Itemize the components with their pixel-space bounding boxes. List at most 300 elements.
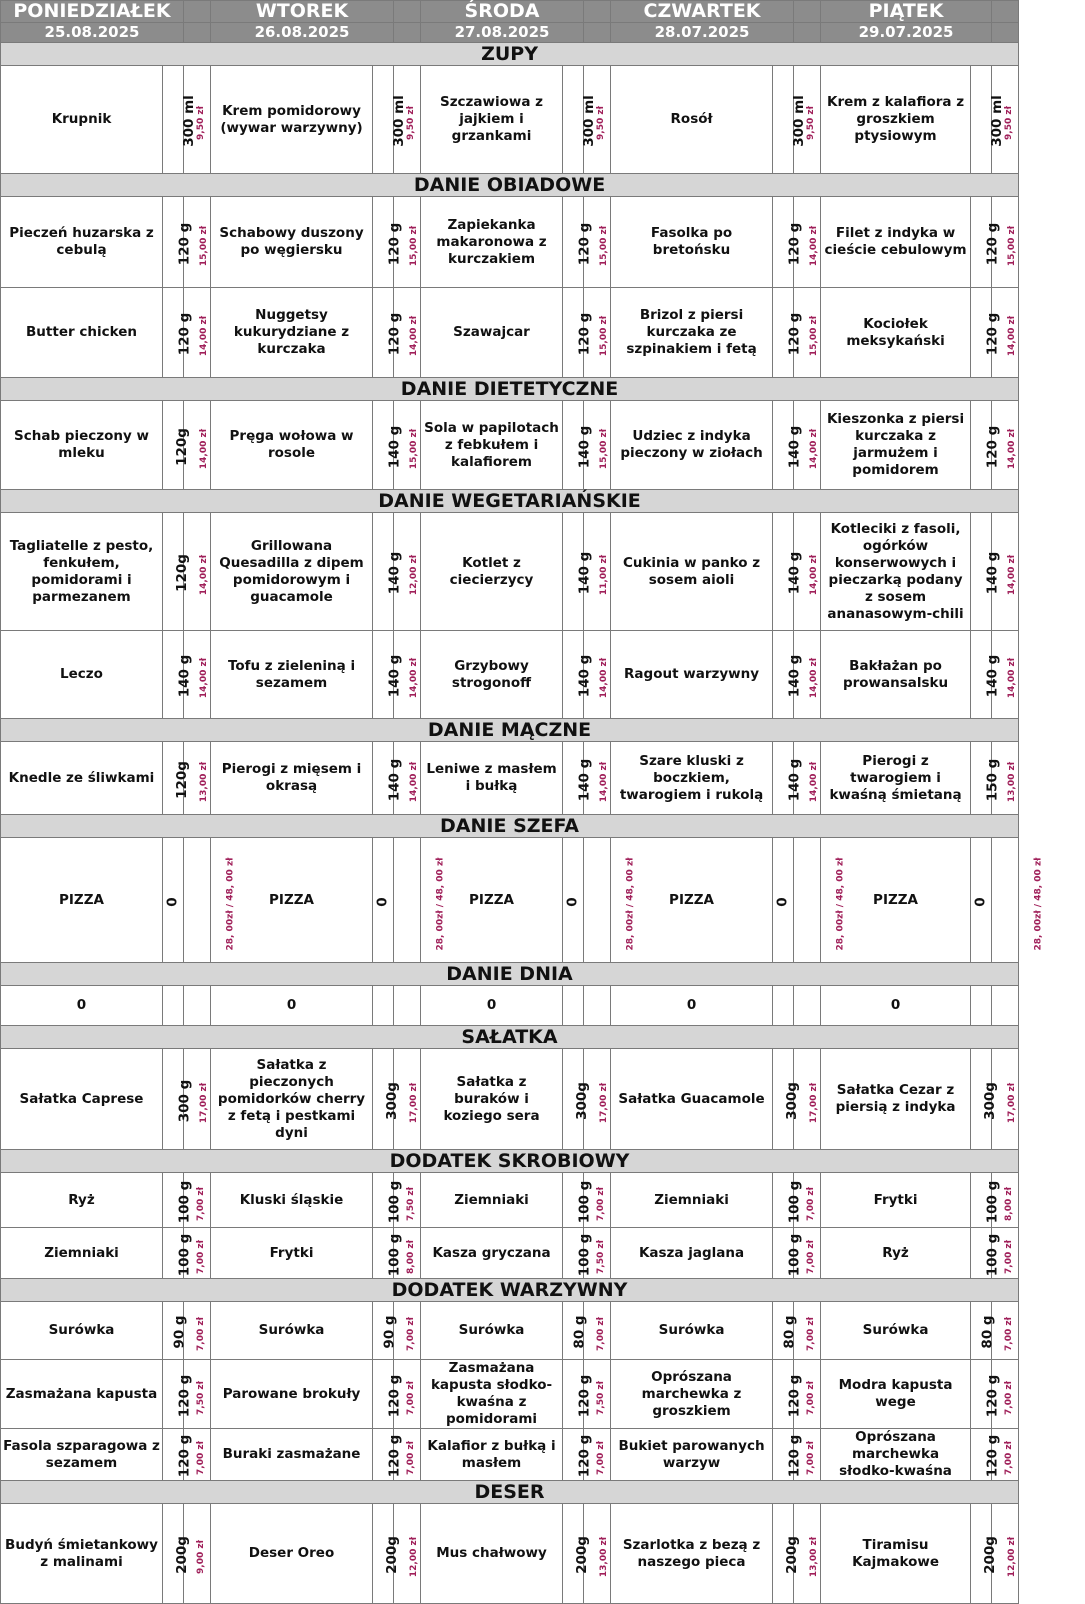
dish-name: Kieszonka z piersi kurczaka z jarmużem i pomidorem	[821, 401, 971, 490]
day-date-4: 29.07.2025	[821, 23, 992, 43]
header-spacer	[584, 23, 611, 43]
portion-size-cell	[563, 1228, 593, 1279]
menu-row	[1, 986, 1019, 1026]
dish-name: 0	[611, 986, 773, 1026]
portion-size-cell	[373, 401, 403, 490]
price: 7,00 zł	[195, 1239, 206, 1274]
portion-size-cell	[163, 986, 184, 1026]
portion-size-cell	[773, 1173, 803, 1228]
menu-row	[1, 288, 1019, 378]
portion-size: 0	[973, 896, 990, 907]
portion-size-cell	[563, 1302, 588, 1360]
portion-size-cell	[971, 66, 1005, 174]
portion-size: 100 g	[786, 1233, 803, 1276]
menu-row	[1, 1173, 1019, 1228]
portion-size: 0	[165, 896, 181, 907]
price-cell	[992, 838, 1044, 963]
portion-size: 120 g	[786, 1434, 803, 1478]
portion-size-cell	[163, 197, 193, 288]
portion-size: 140 g	[576, 758, 593, 801]
header-spacer	[992, 1, 1019, 23]
price-cell	[794, 1302, 821, 1360]
portion-size: 150 g	[984, 758, 1001, 801]
price: 28, 00zł / 48, 00 zł	[1033, 856, 1044, 951]
portion-size: 140 g	[386, 758, 403, 801]
dish-name: Surówka	[821, 1302, 971, 1360]
dish-name: Frytki	[211, 1228, 373, 1279]
price: 14,00 zł	[809, 428, 820, 469]
portion-size: 300g	[383, 1081, 400, 1120]
portion-size: 90 g	[171, 1315, 188, 1349]
dish-name: Leczo	[1, 631, 163, 719]
price-cell	[584, 986, 611, 1026]
portion-size: 80 g	[781, 1315, 798, 1349]
portion-size-cell	[163, 1228, 193, 1279]
portion-size: 100 g	[176, 1180, 193, 1223]
menu-row	[1, 1228, 1019, 1279]
portion-size: 0	[375, 896, 392, 907]
dish-name: PIZZA	[611, 838, 773, 963]
portion-size: 140 g	[984, 551, 1001, 595]
portion-size: 140 g	[786, 758, 803, 801]
price: 9,50 zł	[195, 106, 206, 140]
portion-size-cell	[773, 838, 794, 963]
portion-size-cell	[163, 1173, 193, 1228]
portion-size: 300 g	[176, 1079, 193, 1122]
portion-size-cell	[373, 1504, 400, 1604]
dish-name: Zasmażana kapusta słodko-kwaśna z pomidorami	[421, 1360, 563, 1429]
price: 9,50 zł	[595, 106, 606, 140]
portion-size: 120 g	[576, 222, 593, 265]
portion-size-cell	[971, 1228, 1001, 1279]
price: 7,50 zł	[195, 1380, 206, 1415]
dish-name: Mus chałwowy	[421, 1504, 563, 1604]
portion-size-cell	[773, 288, 803, 378]
section-header-row	[1, 378, 1019, 401]
portion-size-cell	[773, 513, 803, 631]
section-title: DANIE DIETETYCZNE	[1, 378, 1019, 401]
portion-size: 300 ml	[988, 95, 1005, 147]
portion-size-cell	[563, 401, 593, 490]
price: 28, 00zł / 48, 00 zł	[225, 856, 236, 951]
price: 13,00 zł	[809, 1536, 820, 1578]
day-name-1: WTOREK	[211, 1, 394, 23]
price-cell	[394, 838, 446, 963]
section-header-row	[1, 43, 1019, 66]
dish-name: Kotleciki z fasoli, ogórków konserwowych i pieczarką podany z sosem ananasowym-chili	[821, 513, 971, 631]
portion-size: 120g	[173, 427, 190, 466]
price: 7,00 zł	[595, 1317, 606, 1351]
portion-size-cell	[971, 631, 1001, 719]
price: 7,50 zł	[405, 1186, 416, 1221]
menu-row	[1, 631, 1019, 719]
portion-size: 120 g	[786, 1374, 803, 1417]
price: 12,00 zł	[409, 554, 420, 596]
dish-name: Filet z indyka w cieście cebulowym	[821, 197, 971, 288]
portion-size-cell	[563, 1173, 593, 1228]
price: 12,00 zł	[409, 1536, 420, 1578]
dish-name: PIZZA	[1, 838, 163, 963]
price: 9,00 zł	[195, 1540, 206, 1574]
dish-name: Pierogi z mięsem i okrasą	[211, 742, 373, 815]
portion-size-cell	[563, 986, 584, 1026]
portion-size-cell	[971, 1173, 1001, 1228]
dish-name: Ziemniaki	[421, 1173, 563, 1228]
dish-name: Pręga wołowa w rosole	[211, 401, 373, 490]
dish-name: Schab pieczony w mleku	[1, 401, 163, 490]
portion-size-cell	[373, 513, 403, 631]
price: 7,00 zł	[1004, 1380, 1015, 1415]
dish-name: Sałatka Caprese	[1, 1049, 163, 1150]
header-spacer	[394, 1, 421, 23]
section-header-row	[1, 1279, 1019, 1302]
price: 7,50 zł	[595, 1239, 606, 1274]
dish-name: Sałatka z pieczonych pomidorków cherry z fetą i pestkami dyni	[211, 1049, 373, 1150]
portion-size-cell	[373, 288, 403, 378]
header-spacer	[584, 1, 611, 23]
portion-size-cell	[373, 1173, 403, 1228]
dish-name: Cukinia w panko z sosem aioli	[611, 513, 773, 631]
portion-size-cell	[773, 986, 794, 1026]
price: 11,00 zł	[599, 554, 610, 596]
portion-size-cell	[971, 197, 1001, 288]
portion-size: 140 g	[576, 425, 593, 468]
dish-name: Grillowana Quesadilla z dipem pomidorowym i guacamole	[211, 513, 373, 631]
price: 13,00 zł	[199, 761, 210, 802]
portion-size-cell	[563, 513, 593, 631]
portion-size-cell	[373, 1228, 403, 1279]
dish-name: Szarlotka z bezą z naszego pieca	[611, 1504, 773, 1604]
price: 28, 00zł / 48, 00 zł	[435, 856, 446, 951]
portion-size: 0	[565, 896, 582, 907]
dish-name: Szare kluski z boczkiem, twarogiem i rukolą	[611, 742, 773, 815]
header-spacer	[184, 1, 211, 23]
portion-size-cell	[773, 1429, 803, 1481]
portion-size: 90 g	[381, 1315, 398, 1349]
portion-size-cell	[373, 631, 403, 719]
section-title: DODATEK SKROBIOWY	[1, 1150, 1019, 1173]
price: 14,00 zł	[599, 761, 610, 802]
price: 15,00 zł	[599, 428, 610, 469]
price: 14,00 zł	[809, 657, 820, 699]
section-title: DANIE OBIADOWE	[1, 174, 1019, 197]
price: 7,00 zł	[595, 1441, 606, 1475]
portion-size: 120 g	[176, 1434, 193, 1478]
dish-name: Krupnik	[1, 66, 163, 174]
portion-size: 120 g	[984, 312, 1001, 356]
price: 15,00 zł	[1007, 225, 1018, 266]
portion-size: 120 g	[176, 312, 193, 356]
price: 7,00 zł	[405, 1441, 416, 1475]
price-cell	[794, 838, 846, 963]
portion-size: 100 g	[386, 1180, 403, 1223]
portion-size-cell	[563, 288, 593, 378]
dish-name: Surówka	[421, 1302, 563, 1360]
dish-name: Surówka	[1, 1302, 163, 1360]
dish-name: Szawajcar	[421, 288, 563, 378]
dish-name: Ragout warzywny	[611, 631, 773, 719]
portion-size-cell	[373, 1429, 403, 1481]
price: 7,00 zł	[805, 1317, 816, 1351]
portion-size: 120 g	[984, 222, 1001, 265]
portion-size-cell	[373, 1302, 398, 1360]
price: 7,00 zł	[1004, 1239, 1015, 1274]
section-header-row	[1, 1026, 1019, 1049]
portion-size: 80 g	[979, 1315, 996, 1349]
portion-size-cell	[971, 742, 1001, 815]
price: 7,50 zł	[595, 1380, 606, 1415]
price: 7,00 zł	[805, 1380, 816, 1415]
portion-size-cell	[563, 631, 593, 719]
menu-row	[1, 66, 1019, 174]
day-name-4: PIĄTEK	[821, 1, 992, 23]
section-header-row	[1, 1150, 1019, 1173]
price: 14,00 zł	[199, 315, 210, 357]
price: 14,00 zł	[1007, 657, 1018, 699]
portion-size: 100 g	[984, 1180, 1001, 1223]
portion-size: 120 g	[386, 1374, 403, 1417]
header-spacer	[794, 1, 821, 23]
price: 7,00 zł	[195, 1186, 206, 1221]
portion-size: 120 g	[984, 1434, 1001, 1478]
portion-size: 140 g	[786, 425, 803, 468]
portion-size: 120 g	[386, 222, 403, 265]
portion-size-cell	[971, 288, 1001, 378]
day-date-2: 27.08.2025	[421, 23, 584, 43]
menu-row	[1, 1302, 1019, 1360]
dish-name: Kasza gryczana	[421, 1228, 563, 1279]
portion-size-cell	[563, 197, 593, 288]
price: 7,00 zł	[595, 1186, 606, 1221]
price: 28, 00zł / 48, 00 zł	[835, 856, 846, 951]
portion-size: 120 g	[386, 312, 403, 356]
dish-name: Kalafior z bułką i masłem	[421, 1429, 563, 1481]
section-title: ZUPY	[1, 43, 1019, 66]
portion-size-cell	[773, 1360, 803, 1429]
price: 17,00 zł	[599, 1082, 610, 1123]
portion-size: 300g	[573, 1081, 590, 1120]
dish-name: Sałatka Cezar z piersią z indyka	[821, 1049, 971, 1150]
portion-size: 140 g	[386, 425, 403, 468]
price: 15,00 zł	[409, 428, 420, 469]
dish-name: Brizol z piersi kurczaka ze szpinakiem i fetą	[611, 288, 773, 378]
dish-name: PIZZA	[421, 838, 563, 963]
portion-size-cell	[773, 1302, 798, 1360]
day-dates-row	[1, 23, 1019, 43]
portion-size-cell	[773, 742, 803, 815]
price: 7,00 zł	[805, 1239, 816, 1274]
portion-size-cell	[971, 513, 1001, 631]
dish-name: Schabowy duszony po węgiersku	[211, 197, 373, 288]
portion-size: 200g	[383, 1536, 400, 1574]
portion-size-cell	[563, 66, 597, 174]
portion-size: 140 g	[576, 551, 593, 595]
menu-row	[1, 513, 1019, 631]
price: 15,00 zł	[599, 225, 610, 266]
portion-size: 80 g	[571, 1315, 588, 1349]
dish-name: Tofu z zieleniną i sezamem	[211, 631, 373, 719]
portion-size: 120 g	[786, 222, 803, 265]
portion-size-cell	[971, 1049, 998, 1150]
price: 15,00 zł	[599, 315, 610, 357]
dish-name: Fasola szparagowa z sezamem	[1, 1429, 163, 1481]
portion-size: 300 ml	[580, 95, 597, 147]
price: 8,00 zł	[1004, 1186, 1015, 1221]
dish-name: Oprószana marchewka z groszkiem	[611, 1360, 773, 1429]
price: 17,00 zł	[199, 1082, 210, 1123]
portion-size-cell	[373, 742, 403, 815]
section-header-row	[1, 490, 1019, 513]
price: 7,00 zł	[195, 1317, 206, 1351]
portion-size: 100 g	[984, 1233, 1001, 1276]
dish-name: Ziemniaki	[611, 1173, 773, 1228]
dish-name: Parowane brokuły	[211, 1360, 373, 1429]
portion-size-cell	[163, 1360, 193, 1429]
dish-name: Bukiet parowanych warzyw	[611, 1429, 773, 1481]
day-date-1: 26.08.2025	[211, 23, 394, 43]
portion-size-cell	[971, 1429, 1001, 1481]
dish-name: Pierogi z twarogiem i kwaśną śmietaną	[821, 742, 971, 815]
portion-size: 200g	[981, 1536, 998, 1574]
portion-size: 100 g	[786, 1180, 803, 1223]
price: 7,00 zł	[1004, 1441, 1015, 1475]
dish-name: Fasolka po bretońsku	[611, 197, 773, 288]
price: 14,00 zł	[809, 761, 820, 802]
dish-name: Pieczeń huzarska z cebulą	[1, 197, 163, 288]
price: 14,00 zł	[809, 554, 820, 596]
day-name-3: CZWARTEK	[611, 1, 794, 23]
portion-size: 100 g	[576, 1180, 593, 1223]
portion-size: 140 g	[984, 654, 1001, 698]
price: 9,50 zł	[405, 106, 416, 140]
dish-name: Rosół	[611, 66, 773, 174]
portion-size: 300g	[981, 1081, 998, 1120]
dish-name: Kasza jaglana	[611, 1228, 773, 1279]
portion-size-cell	[773, 1504, 800, 1604]
header-spacer	[394, 23, 421, 43]
portion-size-cell	[373, 197, 403, 288]
price: 7,00 zł	[805, 1441, 816, 1475]
menu-row	[1, 1360, 1019, 1429]
dish-name: Kotlet z ciecierzycy	[421, 513, 563, 631]
dish-name: Ryż	[821, 1228, 971, 1279]
dish-name: 0	[1, 986, 163, 1026]
portion-size: 120 g	[576, 1434, 593, 1478]
price-cell	[184, 838, 236, 963]
dish-name: Leniwe z masłem i bułką	[421, 742, 563, 815]
portion-size: 120 g	[386, 1434, 403, 1478]
dish-name: Bakłażan po prowansalsku	[821, 631, 971, 719]
dish-name: Tagliatelle z pesto, fenkułem, pomidorami i parmezanem	[1, 513, 163, 631]
portion-size-cell	[163, 401, 190, 490]
section-title: DANIE WEGETARIAŃSKIE	[1, 490, 1019, 513]
portion-size-cell	[773, 401, 803, 490]
portion-size: 120 g	[984, 425, 1001, 468]
portion-size-cell	[563, 1360, 593, 1429]
portion-size-cell	[163, 66, 197, 174]
portion-size-cell	[163, 838, 184, 963]
portion-size: 140 g	[386, 551, 403, 595]
price-cell	[794, 986, 821, 1026]
portion-size: 300 ml	[390, 95, 407, 147]
price: 15,00 zł	[809, 315, 820, 357]
portion-size: 200g	[173, 1536, 190, 1574]
dish-name: Kluski śląskie	[211, 1173, 373, 1228]
price: 8,00 zł	[405, 1239, 416, 1274]
menu-row	[1, 742, 1019, 815]
dish-name: 0	[211, 986, 373, 1026]
dish-name: PIZZA	[821, 838, 971, 963]
price: 14,00 zł	[1007, 554, 1018, 596]
dish-name: 0	[421, 986, 563, 1026]
portion-size: 300g	[783, 1081, 800, 1120]
header-spacer	[794, 23, 821, 43]
portion-size: 120g	[173, 760, 190, 799]
dish-name: Modra kapusta wege	[821, 1360, 971, 1429]
price: 7,00 zł	[805, 1186, 816, 1221]
portion-size: 300 ml	[790, 95, 807, 147]
section-title: DANIE SZEFA	[1, 815, 1019, 838]
portion-size-cell	[773, 1049, 800, 1150]
price-cell	[584, 1302, 611, 1360]
price-cell	[584, 838, 636, 963]
dish-name: Krem pomidorowy (wywar warzywny)	[211, 66, 373, 174]
section-title: DANIE DNIA	[1, 963, 1019, 986]
day-date-3: 28.07.2025	[611, 23, 794, 43]
dish-name: Butter chicken	[1, 288, 163, 378]
dish-name: Ziemniaki	[1, 1228, 163, 1279]
portion-size-cell	[163, 288, 193, 378]
dish-name: Zasmażana kapusta	[1, 1360, 163, 1429]
portion-size: 0	[775, 896, 792, 907]
section-header-row	[1, 815, 1019, 838]
price: 7,00 zł	[195, 1441, 206, 1475]
price-cell	[394, 986, 421, 1026]
portion-size: 200g	[783, 1536, 800, 1574]
section-title: SAŁATKA	[1, 1026, 1019, 1049]
price: 15,00 zł	[409, 225, 420, 266]
portion-size: 120 g	[576, 312, 593, 356]
price: 17,00 zł	[809, 1082, 820, 1123]
menu-row	[1, 401, 1019, 490]
header-spacer	[992, 23, 1019, 43]
portion-size-cell	[563, 742, 593, 815]
section-header-row	[1, 719, 1019, 742]
portion-size-cell	[373, 66, 407, 174]
portion-size: 120 g	[576, 1374, 593, 1417]
dish-name: Krem z kalafiora z groszkiem ptysiowym	[821, 66, 971, 174]
dish-name: Nuggetsy kukurydziane z kurczaka	[211, 288, 373, 378]
menu-row	[1, 838, 1019, 963]
portion-size-cell	[563, 1049, 590, 1150]
portion-size: 140 g	[786, 654, 803, 698]
dish-name: Udziec z indyka pieczony w ziołach	[611, 401, 773, 490]
portion-size-cell	[563, 1429, 593, 1481]
section-header-row	[1, 174, 1019, 197]
dish-name: Deser Oreo	[211, 1504, 373, 1604]
portion-size-cell	[163, 1049, 193, 1150]
portion-size: 120 g	[984, 1374, 1001, 1417]
dish-name: Zapiekanka makaronowa z kurczakiem	[421, 197, 563, 288]
dish-name: Budyń śmietankowy z malinami	[1, 1504, 163, 1604]
price: 14,00 zł	[199, 428, 210, 469]
portion-size-cell	[163, 1429, 193, 1481]
dish-name: Grzybowy strogonoff	[421, 631, 563, 719]
price: 14,00 zł	[199, 554, 210, 596]
price: 14,00 zł	[409, 657, 420, 699]
dish-name: Tiramisu Kajmakowe	[821, 1504, 971, 1604]
day-name-0: PONIEDZIAŁEK	[1, 1, 184, 23]
